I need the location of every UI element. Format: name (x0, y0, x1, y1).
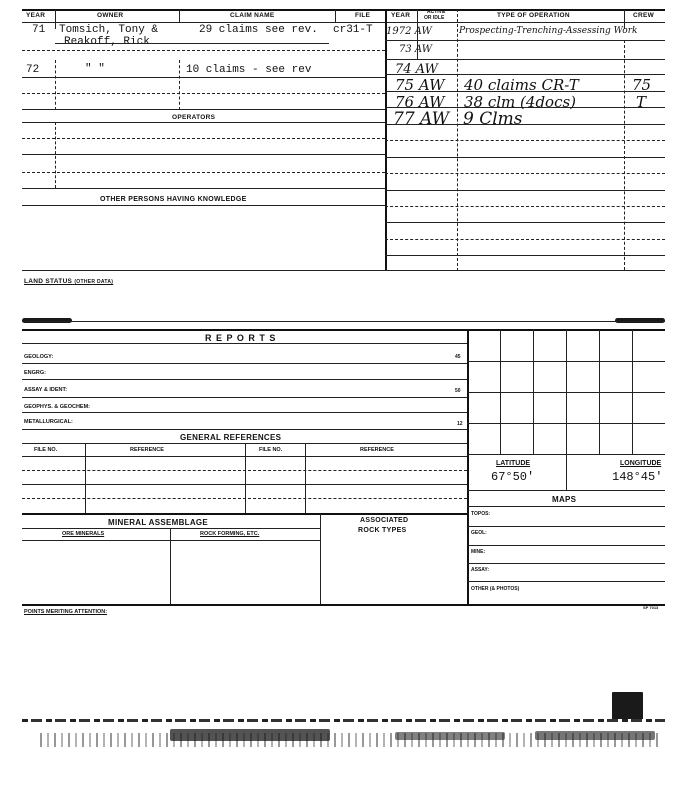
activity-year-status: 75 AW (395, 76, 445, 94)
latitude-label: LATITUDE (496, 460, 531, 467)
report-label: ENGRG: (24, 370, 46, 376)
activity-year-status: 1972 AW (386, 26, 432, 37)
operators-label: OPERATORS (172, 114, 216, 121)
ref-header-reference: REFERENCE (130, 447, 164, 453)
activity-year-status: 76 AW (395, 93, 445, 111)
general-references-title: GENERAL REFERENCES (180, 433, 282, 442)
maps-title: MAPS (552, 495, 577, 504)
map-row-assay: ASSAY: (471, 567, 490, 573)
report-label: METALLURGICAL: (24, 419, 73, 425)
other-persons-label: OTHER PERSONS HAVING KNOWLEDGE (100, 196, 247, 203)
mineral-title: MINERAL ASSEMBLAGE (108, 518, 209, 527)
activity-year-status: 74 AW (395, 62, 438, 77)
reports-title: R E P O R T S (205, 333, 277, 343)
ore-minerals-label: ORE MINERALS (62, 531, 105, 537)
activity-year-status: 77 AW (393, 109, 450, 129)
activity-crew: T (636, 93, 647, 111)
report-label: ASSAY & IDENT: (24, 387, 68, 393)
land-status-label: LAND STATUS (OTHER DATA) (24, 278, 114, 285)
points-meriting-attention-label: POINTS MERITING ATTENTION: (24, 609, 108, 615)
header-crew: CREW (633, 12, 655, 19)
ref-header-reference: REFERENCE (360, 447, 394, 453)
row-claim: 29 claims see rev. (199, 24, 318, 36)
form-number: SP 7013 (643, 605, 659, 610)
associated-label: ASSOCIATED (360, 517, 409, 524)
row-owner: Tomsich, Tony & (59, 24, 159, 36)
header-year: YEAR (26, 12, 46, 19)
activity-crew: 75 (632, 76, 652, 94)
header-owner: OWNER (97, 12, 124, 19)
map-row-topos: TOPOS: (471, 511, 491, 517)
ref-header-file-no: FILE NO. (259, 447, 283, 453)
header-file: FILE (355, 12, 371, 19)
header-active: ACTIVE (427, 9, 446, 15)
row-year: 71 (32, 24, 46, 36)
rock-types-label: ROCK TYPES (358, 527, 407, 534)
row-owner-continued: Reakoff, Rick (64, 36, 150, 48)
report-label: GEOLOGY: (24, 354, 54, 360)
activity-year-status: 73 AW (399, 44, 432, 55)
header-year-activity: YEAR (391, 12, 411, 19)
header-or-idle: OR IDLE (424, 15, 445, 21)
map-row-other: OTHER (& PHOTOS) (471, 586, 520, 592)
longitude-value: 148°45' (612, 470, 663, 484)
activity-operation: 38 clm (4docs) (464, 93, 577, 111)
longitude-label: LONGITUDE (620, 460, 662, 467)
report-code: 50 (455, 388, 461, 394)
activity-operation: 40 claims CR-T (464, 76, 579, 94)
row-claim: 10 claims - see rev (186, 64, 312, 76)
map-row-mine: MINE: (471, 549, 486, 555)
ref-header-file-no: FILE NO. (34, 447, 58, 453)
report-code: 45 (455, 354, 461, 360)
rock-forming-label: ROCK FORMING, ETC. (200, 531, 260, 537)
report-code: 12 (457, 421, 463, 427)
row-owner: " " (85, 63, 105, 75)
row-year: 72 (26, 64, 40, 76)
header-claim-name: CLAIM NAME (230, 12, 275, 19)
header-type-of-operation: TYPE OF OPERATION (497, 12, 570, 19)
latitude-value: 67°50' (491, 470, 535, 484)
row-file: cr31-T (333, 24, 373, 36)
report-label: GEOPHYS. & GEOCHEM: (24, 404, 91, 410)
map-row-geol: GEOL: (471, 530, 487, 536)
activity-operation: 9 Clms (463, 109, 523, 129)
activity-operation: Prospecting-Trenching-Assessing Work (459, 26, 638, 36)
